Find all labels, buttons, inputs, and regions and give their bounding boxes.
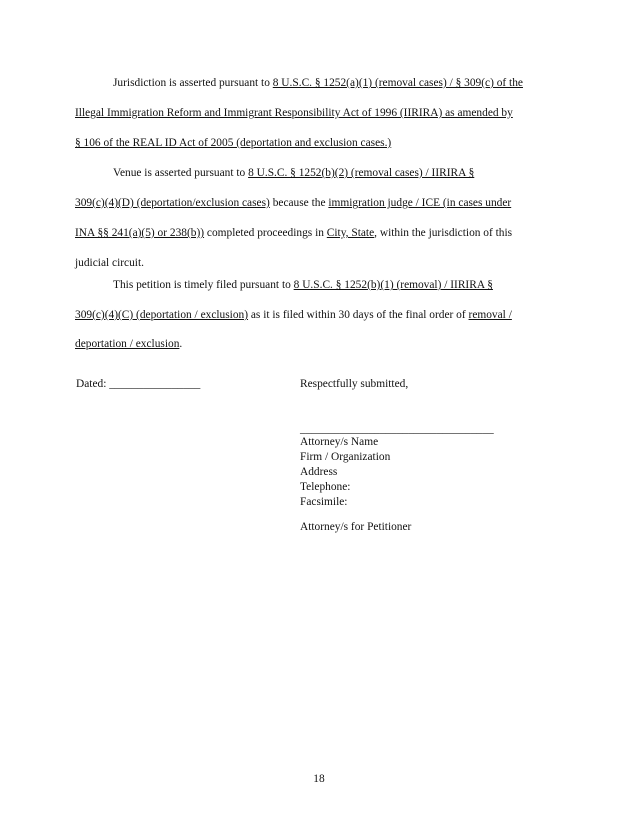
timeliness-statute: 8 U.S.C. § 1252(b)(1) (removal) / IIRIRA §	[293, 279, 493, 291]
venue-line-2	[75, 196, 511, 210]
jurisdiction-statute: 8 U.S.C. § 1252(a)(1) (removal cases) / § 309(c) of the	[272, 77, 523, 89]
signature-line: __________________________________	[300, 423, 494, 435]
jurisdiction-line-1	[113, 76, 523, 90]
timeliness-line-3	[75, 337, 182, 351]
venue-ina: INA §§ 241(a)(5) or 238(b))	[75, 227, 205, 239]
address: Address	[300, 466, 338, 478]
dated-field: Dated: ________________	[76, 378, 201, 390]
venue-iirira: 309(c)(4)(D) (deportation/exclusion cases)	[75, 197, 270, 209]
timeliness-intro: This petition is timely filed pursuant to	[113, 279, 294, 291]
timeliness-line-2	[75, 308, 512, 322]
venue-intro: Venue is asserted pursuant to	[113, 167, 249, 179]
page-number: 18	[313, 773, 325, 785]
venue-completed: completed proceedings in	[204, 227, 327, 239]
timeliness-iirira: 309(c)(4)(C) (deportation / exclusion)	[75, 309, 249, 321]
venue-line-3	[75, 226, 512, 240]
timeliness-deportation: deportation / exclusion	[75, 338, 180, 350]
venue-line-4	[75, 256, 144, 270]
jurisdiction-iirira: Illegal Immigration Reform and Immigrant Responsibility Act of 1996 (IIRIRA) as amended by	[75, 107, 513, 119]
timeliness-line-1	[113, 278, 493, 292]
venue-because: because the	[269, 197, 329, 209]
firm-organization: Firm / Organization	[300, 451, 391, 463]
facsimile: Facsimile:	[300, 496, 348, 508]
venue-city-state: City, State	[326, 227, 375, 239]
jurisdiction-real-id: § 106 of the REAL ID Act of 2005 (deportation and exclusion cases.)	[75, 137, 392, 149]
venue-statute: 8 U.S.C. § 1252(b)(2) (removal cases) / IIRIRA §	[248, 167, 475, 179]
timeliness-period: .	[179, 338, 183, 350]
timeliness-filed: as it is filed within 30 days of the final order of	[248, 309, 469, 321]
jurisdiction-line-2	[75, 106, 513, 120]
jurisdiction-line-3	[75, 136, 391, 150]
respectfully-submitted: Respectfully submitted,	[300, 378, 409, 390]
venue-agency: immigration judge / ICE (in cases under	[328, 197, 512, 209]
venue-circuit: judicial circuit.	[75, 257, 144, 269]
timeliness-removal: removal /	[468, 309, 512, 321]
venue-line-1	[113, 166, 474, 180]
jurisdiction-intro: Jurisdiction is asserted pursuant to	[113, 77, 273, 89]
attorney-name: Attorney/s Name	[300, 436, 379, 448]
venue-jurisdiction: , within the jurisdiction of this	[374, 227, 513, 239]
telephone: Telephone:	[300, 481, 351, 493]
attorney-for-petitioner: Attorney/s for Petitioner	[300, 521, 412, 533]
